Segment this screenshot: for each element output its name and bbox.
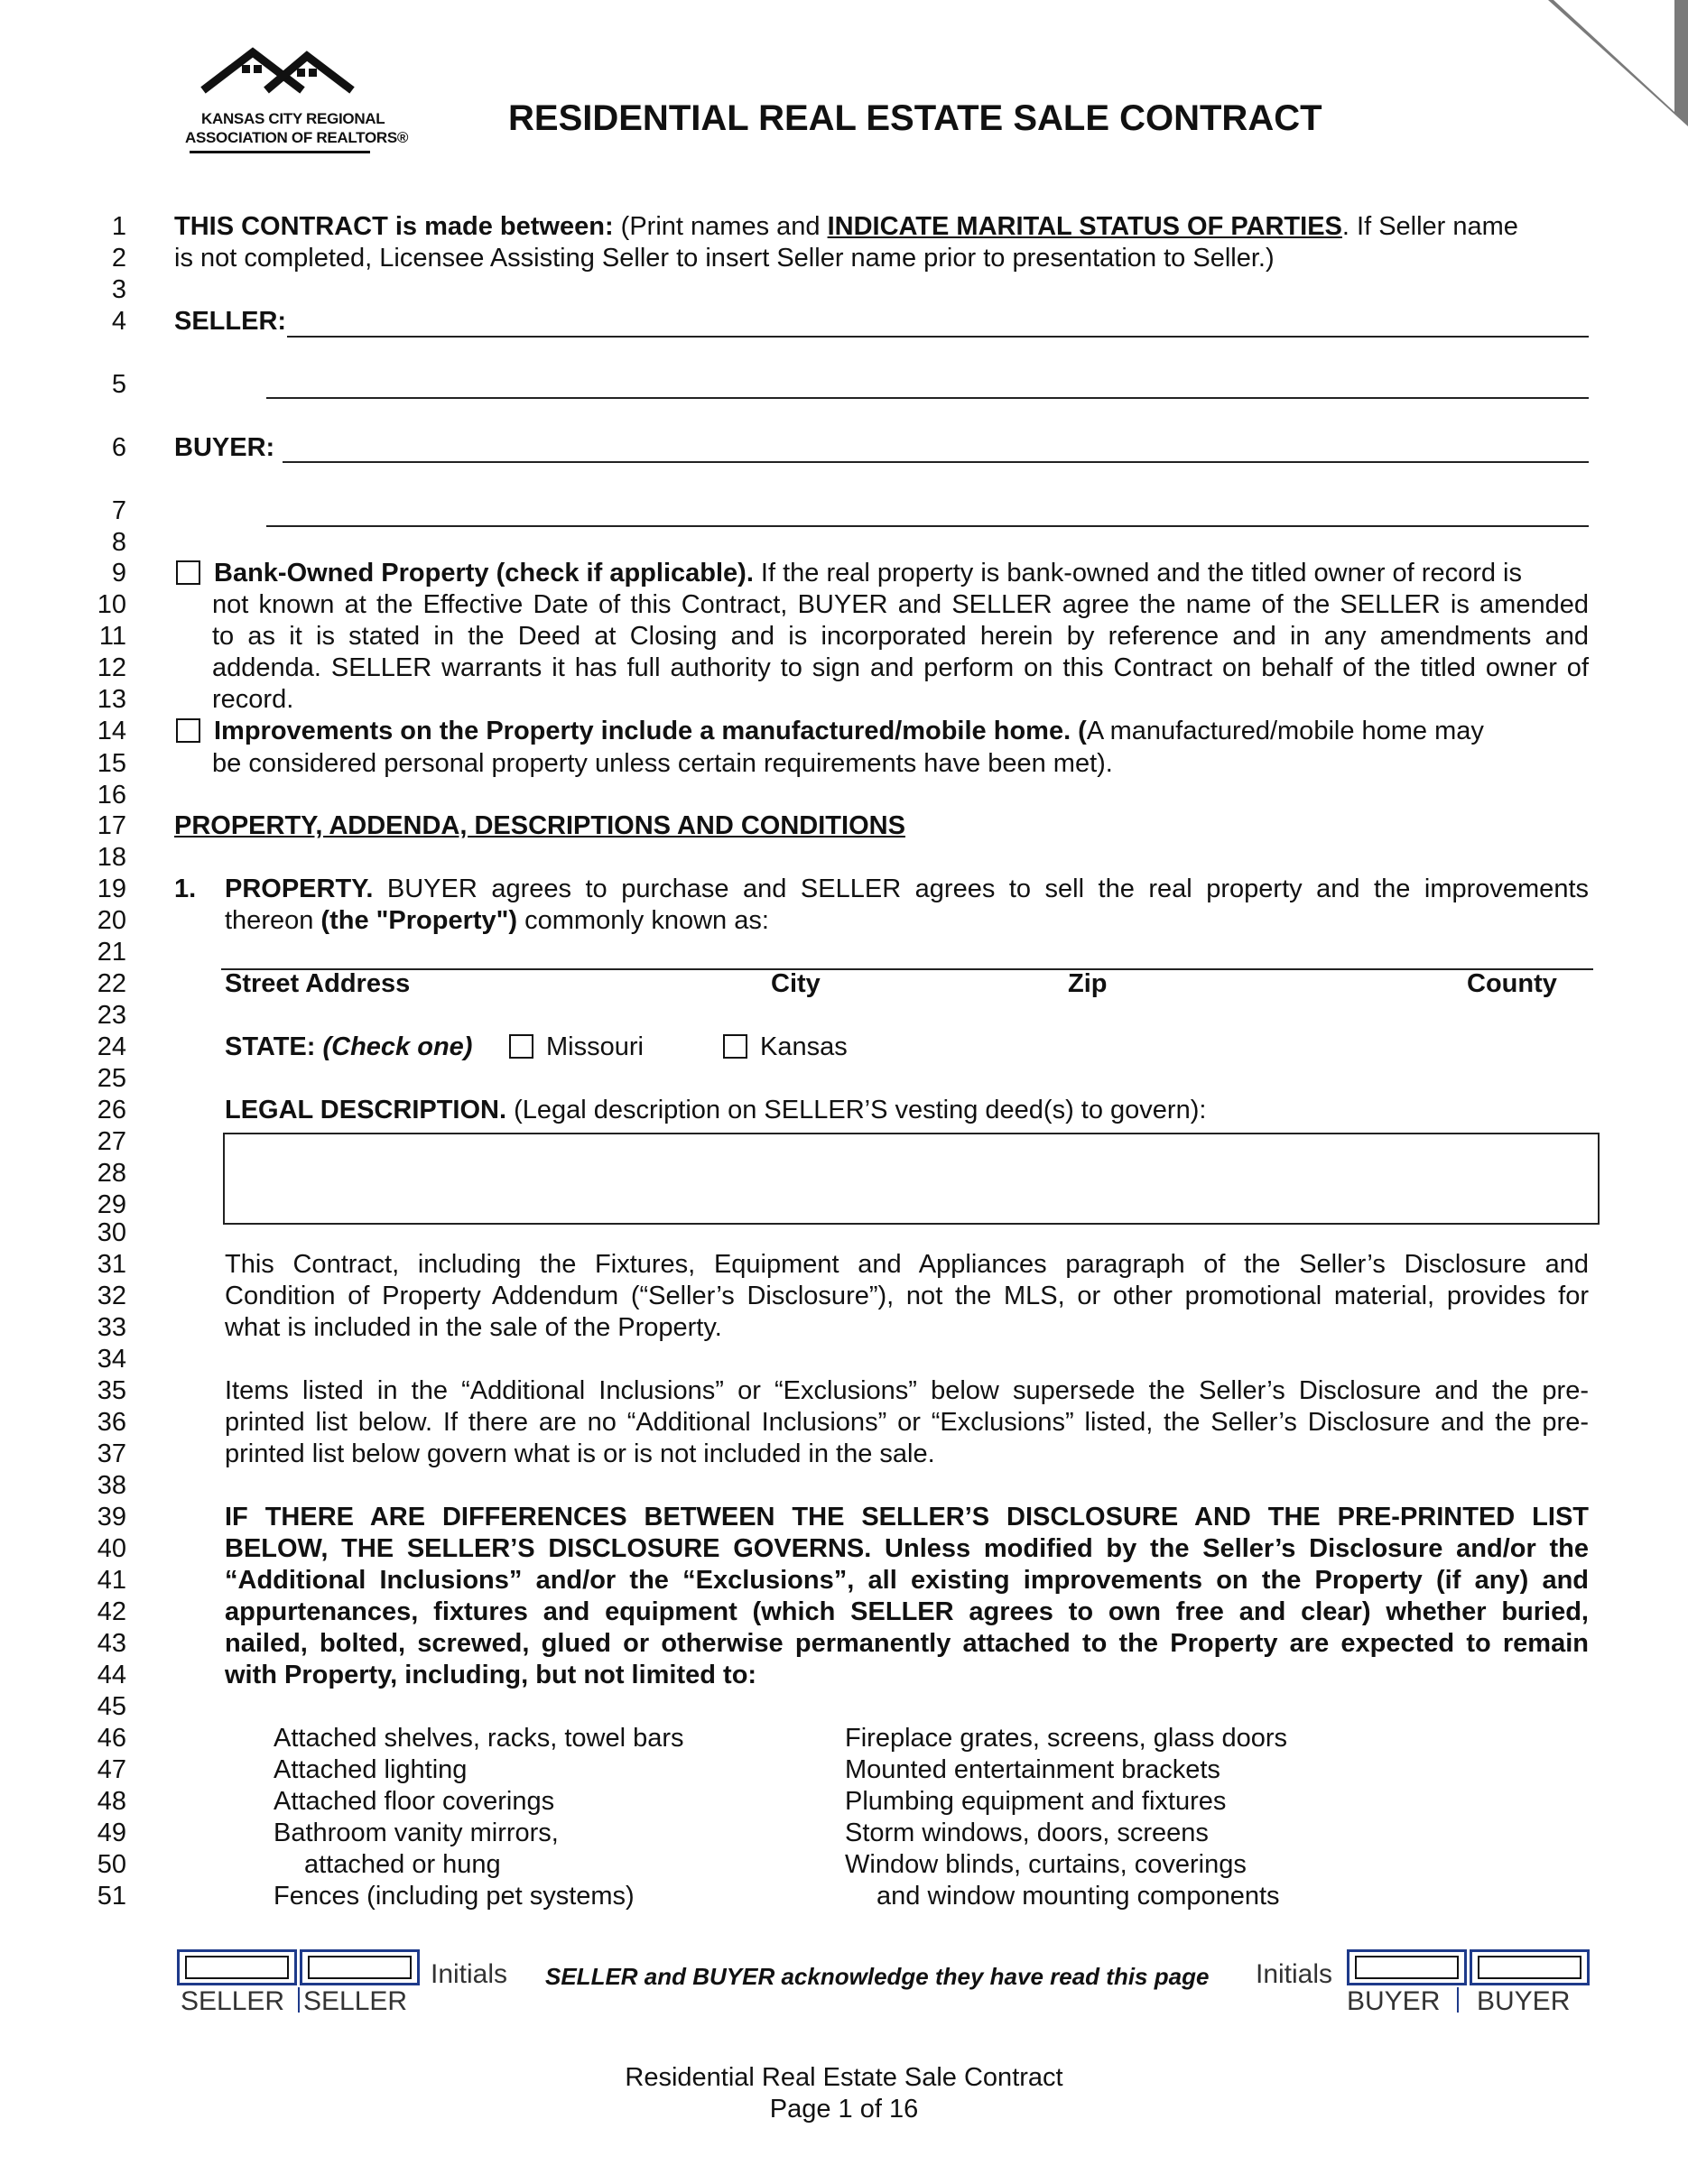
property-line20-b: commonly known as:: [517, 906, 769, 935]
line-number: 5: [111, 370, 126, 399]
property-defined-term: (the "Property"): [320, 906, 518, 935]
legal-description-heading: LEGAL DESCRIPTION.: [225, 1096, 507, 1124]
buyer-name-field-2[interactable]: [266, 525, 1589, 527]
list-item: Bathroom vanity mirrors,: [274, 1818, 559, 1847]
para39-line-3: “Additional Inclusions” and/or the “Exclusions”, all existing improvements on the Property (if any) and: [225, 1566, 1589, 1595]
legal-description-box[interactable]: [223, 1133, 1600, 1225]
county-label: County: [1467, 969, 1557, 998]
bank-owned-text: If the real property is bank-owned and the titled owner of record is: [753, 559, 1522, 588]
line-number: 30: [97, 1218, 126, 1247]
buyer-label: BUYER:: [174, 433, 275, 462]
list-item: Fences (including pet systems): [274, 1882, 635, 1911]
line-number: 17: [97, 811, 126, 840]
line-number: 45: [97, 1692, 126, 1721]
legal-description-line: [225, 1095, 1206, 1126]
intro-bold-lead: THIS CONTRACT is made between:: [174, 212, 614, 241]
zip-label: Zip: [1068, 969, 1108, 998]
initials-right-label: Initials: [1256, 1959, 1333, 1989]
list-item: Attached lighting: [274, 1755, 468, 1784]
para35-line-2: printed list below. If there are no “Additional Inclusions” or “Exclusions” listed, the Seller’s Disclosure and the pre-: [225, 1408, 1589, 1437]
line-number: 20: [97, 906, 126, 935]
seller-label: SELLER:: [174, 307, 287, 336]
line-number: 51: [97, 1882, 126, 1911]
para31-line-1: This Contract, including the Fixtures, Equipment and Appliances paragraph of the Seller’s Disclosure and: [225, 1250, 1589, 1279]
line-number: 21: [97, 938, 126, 967]
para39-line-6: with Property, including, but not limited to:: [225, 1661, 757, 1689]
manufactured-home-checkbox[interactable]: [176, 718, 200, 743]
line-number: 7: [111, 496, 126, 525]
caption-divider: [298, 1987, 300, 2013]
para39-line-2: BELOW, THE SELLER’S DISCLOSURE GOVERNS. Unless modified by the Seller’s Disclosure and/or the: [225, 1534, 1589, 1563]
acknowledge-text: SELLER and BUYER acknowledge they have read this page: [545, 1963, 1210, 1990]
line-number: 27: [97, 1127, 126, 1156]
manufactured-line-15: be considered personal property unless certain requirements have been met).: [212, 749, 1113, 778]
caption-divider: [1457, 1987, 1459, 2013]
buyer-initials-box-1[interactable]: [1347, 1949, 1467, 1985]
para39-line-4: appurtenances, fixtures and equipment (which SELLER agrees to own free and clear) whether buried,: [225, 1597, 1589, 1626]
line-number: 13: [97, 685, 126, 714]
initials-left-label: Initials: [431, 1959, 508, 1989]
seller-initials-box-1[interactable]: [177, 1949, 297, 1985]
bank-owned-line-11: to as it is stated in the Deed at Closing and is incorporated herein by reference and in any amendments and: [212, 622, 1589, 651]
manufactured-text: A manufactured/mobile home may: [1086, 717, 1484, 745]
line-number: 1: [111, 212, 126, 241]
line-number: 29: [97, 1190, 126, 1219]
line-number: 9: [111, 559, 126, 588]
para35-line-3: printed list below govern what is or is not included in the sale.: [225, 1439, 935, 1468]
para31-line-2: Condition of Property Addendum (“Seller’s Disclosure”), not the MLS, or other promotional material, provides for: [225, 1282, 1589, 1310]
line-number: 49: [97, 1818, 126, 1847]
missouri-checkbox[interactable]: [509, 1034, 533, 1059]
city-label: City: [771, 969, 821, 998]
line-number: 47: [97, 1755, 126, 1784]
line-number: 10: [97, 590, 126, 619]
page-number: Page 1 of 16: [769, 2095, 919, 2124]
property-text: BUYER agrees to purchase and SELLER agrees to sell the real property and the improvements: [373, 875, 1589, 903]
line-number: 43: [97, 1629, 126, 1658]
intro-text-a: (Print names and: [613, 212, 828, 241]
legal-description-text: (Legal description on SELLER’S vesting deed(s) to govern):: [506, 1096, 1207, 1124]
list-item: Fireplace grates, screens, glass doors: [845, 1724, 1287, 1753]
bank-owned-checkbox[interactable]: [176, 560, 200, 585]
line-number: 39: [97, 1503, 126, 1532]
line-number: 16: [97, 781, 126, 810]
intro-line-1: [174, 211, 1518, 243]
property-line-20: [225, 905, 769, 937]
line-number: 12: [97, 653, 126, 682]
list-item: attached or hung: [304, 1850, 501, 1879]
seller-1-caption: SELLER: [181, 1986, 285, 2016]
initials-bar: [177, 1949, 1591, 2017]
line-number: 4: [111, 307, 126, 336]
property-line20-a: thereon: [225, 906, 321, 935]
list-item: Window blinds, curtains, coverings: [845, 1850, 1247, 1879]
list-item: Storm windows, doors, screens: [845, 1818, 1209, 1847]
intro-line-2: is not completed, Licensee Assisting Seller to insert Seller name prior to presentation to Seller.): [174, 244, 1275, 273]
line-number: 31: [97, 1250, 126, 1279]
para35-line-1: Items listed in the “Additional Inclusions” or “Exclusions” below supersede the Seller’s Disclosure and the pre-: [225, 1376, 1589, 1405]
line-number: 18: [97, 843, 126, 872]
logo-underline: [190, 151, 370, 153]
kansas-checkbox[interactable]: [723, 1034, 747, 1059]
line-number: 15: [97, 749, 126, 778]
kcrar-logo: [185, 47, 409, 155]
intro-text-b: . If Seller name: [1341, 212, 1518, 241]
para39-line-5: nailed, bolted, screwed, glued or otherwise permanently attached to the Property are expected to remain: [225, 1629, 1589, 1658]
seller-name-field-2[interactable]: [266, 397, 1589, 399]
line-number: 34: [97, 1345, 126, 1374]
seller-name-field-1[interactable]: [287, 336, 1589, 338]
list-item: Plumbing equipment and fixtures: [845, 1787, 1227, 1816]
house-roof-icon: [185, 47, 375, 110]
property-heading: PROPERTY.: [225, 875, 374, 903]
property-address-field[interactable]: [221, 968, 1593, 970]
missouri-label: Missouri: [546, 1032, 644, 1061]
list-item: and window mounting components: [876, 1882, 1280, 1911]
kansas-label: Kansas: [760, 1032, 848, 1061]
logo-text-line2: ASSOCIATION OF REALTORS®: [185, 129, 409, 146]
line-number: 42: [97, 1597, 126, 1626]
para39-line-1: IF THERE ARE DIFFERENCES BETWEEN THE SELLER’S DISCLOSURE AND THE PRE-PRINTED LIST: [225, 1503, 1589, 1532]
property-number: 1.: [174, 875, 197, 903]
bank-owned-line-12: addenda. SELLER warrants it has full authority to sign and perform on this Contract on behalf of the titled owner of: [212, 653, 1589, 682]
buyer-2-caption: BUYER: [1477, 1986, 1571, 2016]
buyer-1-caption: BUYER: [1347, 1986, 1441, 2016]
document-title: RESIDENTIAL REAL ESTATE SALE CONTRACT: [508, 98, 1322, 138]
section-heading: PROPERTY, ADDENDA, DESCRIPTIONS AND CONDITIONS: [174, 811, 905, 840]
property-line-19: [225, 874, 1589, 905]
list-item: Attached shelves, racks, towel bars: [274, 1724, 684, 1753]
marital-status-note: INDICATE MARITAL STATUS OF PARTIES: [827, 212, 1342, 241]
line-number: 44: [97, 1661, 126, 1689]
line-number: 24: [97, 1032, 126, 1061]
line-number: 33: [97, 1313, 126, 1342]
line-number: 40: [97, 1534, 126, 1563]
line-number: 19: [97, 875, 126, 903]
buyer-name-field-1[interactable]: [283, 461, 1589, 463]
line-number: 35: [97, 1376, 126, 1405]
seller-2-caption: SELLER: [303, 1986, 408, 2016]
logo-text-line1: KANSAS CITY REGIONAL: [201, 110, 385, 127]
line-number: 22: [97, 969, 126, 998]
line-number: 11: [98, 622, 126, 651]
bank-owned-heading: Bank-Owned Property (check if applicable).: [214, 559, 754, 588]
bank-owned-line-9: [214, 558, 1522, 589]
footer-title: Residential Real Estate Sale Contract: [625, 2063, 1063, 2092]
list-item: Mounted entertainment brackets: [845, 1755, 1220, 1784]
line-number: 26: [97, 1096, 126, 1124]
line-number: 46: [97, 1724, 126, 1753]
line-number: 6: [111, 433, 126, 462]
state-hint: (Check one): [322, 1032, 473, 1061]
street-address-label: Street Address: [225, 969, 411, 998]
line-number: 50: [97, 1850, 126, 1879]
state-label: STATE:: [225, 1032, 316, 1061]
line-number: 28: [97, 1159, 126, 1188]
line-number: 37: [97, 1439, 126, 1468]
line-number: 32: [97, 1282, 126, 1310]
list-item: Attached floor coverings: [274, 1787, 555, 1816]
seller-initials-box-2[interactable]: [300, 1949, 420, 1985]
page-corner-fold: [1548, 0, 1688, 126]
line-number: 48: [97, 1787, 126, 1816]
line-number: 8: [111, 528, 126, 557]
state-row: [225, 1032, 472, 1063]
para31-line-3: what is included in the sale of the Property.: [225, 1313, 722, 1342]
line-number: 3: [111, 275, 126, 304]
line-number: 14: [97, 717, 126, 745]
bank-owned-line-13: record.: [212, 685, 294, 714]
line-number: 25: [97, 1064, 126, 1093]
line-number: 23: [97, 1001, 126, 1030]
line-number: 2: [111, 244, 126, 273]
manufactured-line-14: [214, 716, 1484, 747]
manufactured-heading: Improvements on the Property include a manufactured/mobile home. (: [214, 717, 1087, 745]
bank-owned-line-10: not known at the Effective Date of this Contract, BUYER and SELLER agree the name of the SELLER is amended: [212, 590, 1589, 619]
buyer-initials-box-2[interactable]: [1470, 1949, 1590, 1985]
line-number: 41: [97, 1566, 126, 1595]
line-number: 38: [97, 1471, 126, 1500]
line-number: 36: [97, 1408, 126, 1437]
